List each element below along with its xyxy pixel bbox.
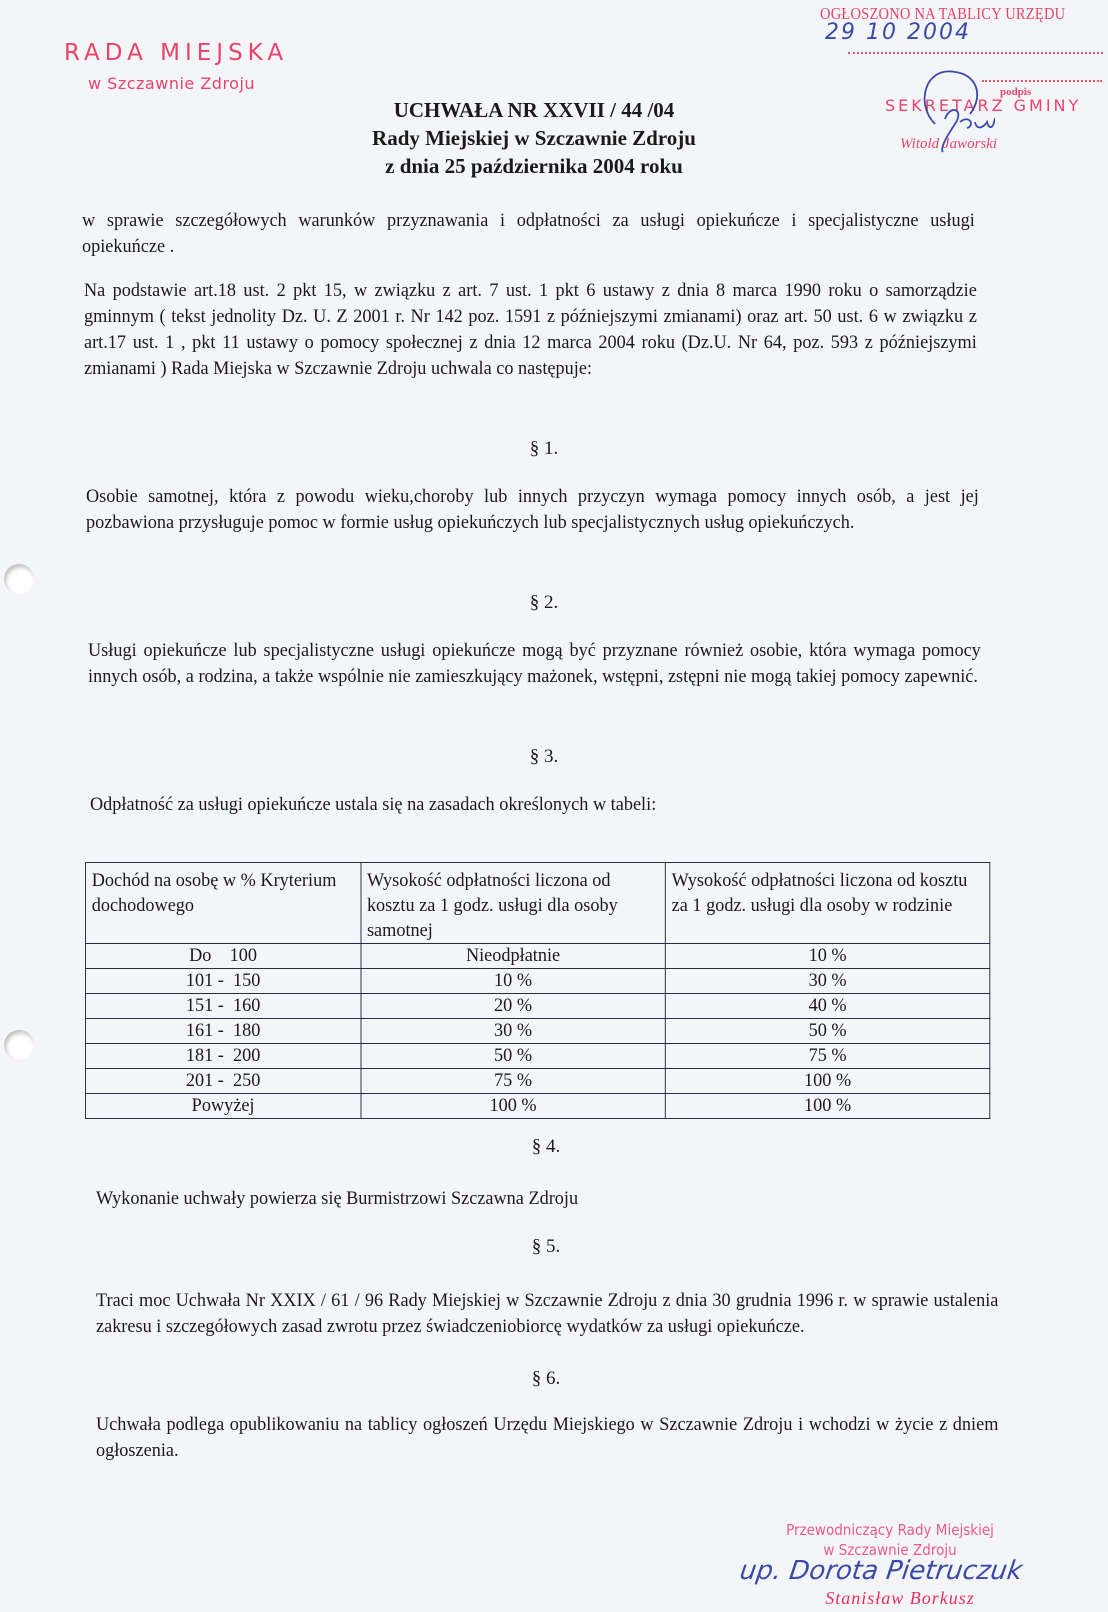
single-person-fee: 100 % bbox=[361, 1094, 666, 1119]
secretary-stamp-title: SEKRETARZ GMINY bbox=[885, 96, 1082, 115]
single-person-fee: 10 % bbox=[361, 969, 666, 994]
section-1-heading: § 1. bbox=[529, 438, 559, 459]
single-person-fee: 20 % bbox=[361, 994, 666, 1019]
family-person-fee: 100 % bbox=[665, 1094, 989, 1119]
income-range: 181 - 200 bbox=[85, 1044, 360, 1069]
chairman-name: Stanisław Borkusz bbox=[825, 1588, 975, 1608]
family-person-fee: 10 % bbox=[665, 944, 989, 969]
council-stamp-subtitle: w Szczawnie Zdroju bbox=[88, 74, 256, 93]
table-row bbox=[85, 994, 989, 1019]
income-range: 151 - 160 bbox=[85, 994, 360, 1019]
council-stamp-title: RADA MIEJSKA bbox=[64, 40, 289, 66]
table-row bbox=[85, 1044, 989, 1069]
table-row bbox=[85, 1094, 989, 1119]
resolution-title bbox=[0, 96, 1108, 180]
announcement-stamp: OGŁOSZONO NA TABLICY URZĘDU bbox=[820, 4, 1066, 23]
header-single-person-fee: Wysokość odpłatności liczona od kosztu za 1 godz. usługi dla osoby samotnej bbox=[361, 863, 666, 944]
resolution-date: z dnia 25 października 2004 roku bbox=[385, 154, 683, 178]
income-range: Do 100 bbox=[85, 944, 360, 969]
family-person-fee: 75 % bbox=[665, 1044, 989, 1069]
section-5-text: Traci moc Uchwała Nr XXIX / 61 / 96 Rady Miejskiej w Szczawnie Zdroju z dnia 30 grudnia 1996 r. w sprawie ustalenia zakresu i szczegółowych zasad zwrotu przez świadczeniobiorcę wydatków za usługi opiekuńcze. bbox=[96, 1290, 999, 1337]
income-range: 161 - 180 bbox=[85, 1019, 360, 1044]
signature-label: podpis bbox=[1000, 86, 1032, 98]
section-6-text: Uchwała podlega opublikowaniu na tablicy ogłoszeń Urzędu Miejskiego w Szczawnie Zdroju i wchodzi w życie z dniem ogłoszenia. bbox=[96, 1414, 999, 1461]
section-6-heading: § 6. bbox=[531, 1368, 561, 1389]
chairman-stamp-subtitle: w Szczawnie Zdroju bbox=[823, 1541, 957, 1559]
section-1-text: Osobie samotnej, która z powodu wieku,choroby lub innych przyczyn wymaga pomocy innych osób, a jest jej pozbawiona przysługuje pomoc w formie usług opiekuńczych lub specjalistycznych usług opiekuńczych. bbox=[86, 486, 979, 533]
table-row bbox=[85, 1069, 989, 1094]
resolution-number: UCHWAŁA NR XXVII / 44 /04 bbox=[393, 98, 675, 122]
single-person-fee: 75 % bbox=[361, 1069, 666, 1094]
resolution-issuer: Rady Miejskiej w Szczawnie Zdroju bbox=[372, 126, 696, 150]
signature-line bbox=[982, 80, 1102, 82]
income-range: 201 - 250 bbox=[85, 1069, 360, 1094]
family-person-fee: 50 % bbox=[665, 1019, 989, 1044]
header-family-person-fee: Wysokość odpłatności liczona od kosztu za 1 godz. usługi dla osoby w rodzinie bbox=[665, 863, 989, 944]
table-row bbox=[85, 944, 989, 969]
section-3-heading: § 3. bbox=[529, 746, 559, 767]
secretary-name: Witold Jaworski bbox=[900, 136, 998, 152]
fee-table-header-row bbox=[85, 863, 989, 944]
income-range: 101 - 150 bbox=[85, 969, 360, 994]
table-row bbox=[85, 969, 989, 994]
section-4-heading: § 4. bbox=[531, 1136, 561, 1157]
family-person-fee: 100 % bbox=[665, 1069, 989, 1094]
income-range: Powyżej bbox=[85, 1094, 360, 1119]
section-2-text: Usługi opiekuńcze lub specjalistyczne usługi opiekuńcze mogą być przyznane również osobie, która wymaga pomocy innych osób, a rodzina, a także wspólnie nie zamieszkujący mażonek, wstępni, zstępni nie mogą takiej pomocy zapewnić. bbox=[88, 640, 981, 687]
single-person-fee: Nieodpłatnie bbox=[361, 944, 666, 969]
punch-hole-top bbox=[4, 564, 34, 594]
single-person-fee: 30 % bbox=[361, 1019, 666, 1044]
family-person-fee: 30 % bbox=[665, 969, 989, 994]
handwritten-announcement-date: 29 10 2004 bbox=[825, 20, 971, 45]
fee-table bbox=[85, 862, 990, 1119]
chairman-stamp-title: Przewodniczący Rady Miejskiej bbox=[786, 1521, 994, 1539]
resolution-subject: w sprawie szczegółowych warunków przyznawania i odpłatności za usługi opiekuńcze i specjalistyczne usługi opiekuńcze . bbox=[82, 210, 975, 257]
chairman-stamp bbox=[755, 1520, 1025, 1560]
section-4-text: Wykonanie uchwały powierza się Burmistrzowi Szczawna Zdroju bbox=[96, 1188, 579, 1209]
announcement-date-line bbox=[848, 52, 1103, 54]
section-2-heading: § 2. bbox=[529, 592, 559, 613]
single-person-fee: 50 % bbox=[361, 1044, 666, 1069]
chairman-handwritten-signature: up. Dorota Pietruczuk bbox=[737, 1556, 1025, 1586]
header-income-criterion: Dochód na osobę w % Kryterium dochodowego bbox=[85, 863, 360, 944]
family-person-fee: 40 % bbox=[665, 994, 989, 1019]
legal-basis-preamble: Na podstawie art.18 ust. 2 pkt 15, w związku z art. 7 ust. 1 pkt 6 ustawy z dnia 8 marca 1990 roku o samorządzie gminnym ( tekst jednolity Dz. U. Z 2001 r. Nr 142 poz. 1591 z późniejszymi zmianami) oraz art. 50 ust. 6 w związku z art.17 ust. 1 , pkt 11 ustawy o pomocy społecznej z dnia 12 marca 2004 roku (Dz.U. Nr 64, poz. 593 z późniejszymi zmianami ) Rada Miejska w Szczawnie Zdroju uchwala co następuje: bbox=[84, 280, 977, 379]
section-3-text: Odpłatność za usługi opiekuńcze ustala się na zasadach określonych w tabeli: bbox=[90, 794, 657, 815]
punch-hole-bottom bbox=[4, 1030, 34, 1060]
table-row bbox=[85, 1019, 989, 1044]
section-5-heading: § 5. bbox=[531, 1236, 561, 1257]
